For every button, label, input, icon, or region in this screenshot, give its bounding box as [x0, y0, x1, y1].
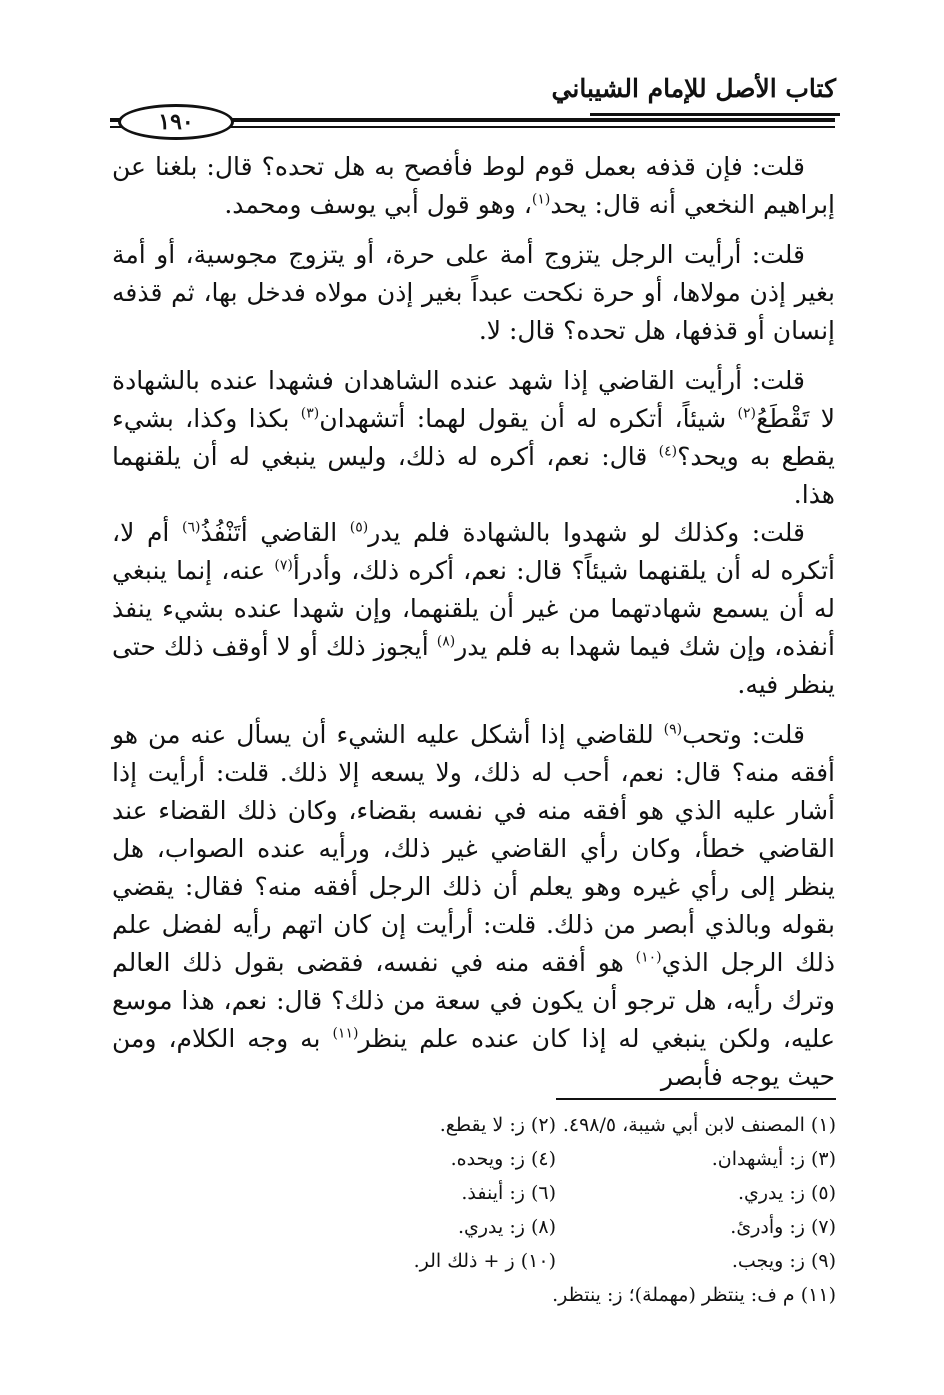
- header-underline: [590, 113, 840, 116]
- text-run: به وجه الكلام، ومن حيث يوجه فأبصر: [112, 1024, 835, 1091]
- text-run: ، وهو قول أبي يوسف ومحمد.: [224, 190, 532, 219]
- footnote-ref-4[interactable]: (٤): [658, 443, 678, 460]
- text-run: قلت: أرأيت القاضي إذا شهد عنده الشاهدان فشهدا عنده بالشهادة لا تَقْطَعُ: [112, 366, 836, 433]
- paragraph-4: [112, 514, 835, 704]
- footnote-5: (٥) ز: يدري.: [737, 1182, 836, 1204]
- page-number-badge: [118, 104, 234, 140]
- footnotes: [276, 1108, 836, 1312]
- footnote-ref-11[interactable]: (١١): [332, 1025, 359, 1042]
- footnote-1: (١) المصنف لابن أبي شيبة، ٤٩٨/٥.: [562, 1114, 836, 1136]
- text-run: بكذا وكذا، بشيء يقطع به ويحد؟: [112, 404, 835, 471]
- footnote-ref-6[interactable]: (٦): [181, 519, 201, 536]
- footnote-row: [276, 1210, 836, 1244]
- text-run: عنه، إنما ينبغي له أن يسمع شهادتهما من غير أن يلقنهما، وإن شهدا عنده بشيء ينفذ أنفذه، وإن شك فيما شهدا به فلم يدر: [112, 556, 835, 661]
- footnote-6: (٦) ز: أينفذ.: [461, 1182, 556, 1204]
- footnote-ref-8[interactable]: (٨): [436, 633, 456, 650]
- paragraph-1: [112, 148, 835, 224]
- footnote-7: (٧) ز: وأدرئ.: [730, 1216, 836, 1238]
- footnote-3: (٣) ز: أيشهدان.: [711, 1148, 836, 1170]
- footnote-4: (٤) ز: ويحده.: [450, 1148, 556, 1170]
- text-run: قال: نعم، أكره له ذلك، وليس ينبغي له أن يلقنهما هذا.: [112, 442, 835, 509]
- text-run: أيجوز ذلك أو لا أوقف ذلك حتى ينظر فيه.: [112, 632, 835, 699]
- footnote-ref-9[interactable]: (٩): [663, 721, 683, 738]
- running-header-title: كتاب الأصل للإمام الشيباني: [551, 74, 836, 103]
- text-run: قلت: فإن قذفه بعمل قوم لوط فأفصح به هل تحده؟ قال: بلغنا عن إبراهيم النخعي أنه قال: يحد: [112, 152, 835, 219]
- footnote-11: (١١) م ف: ينتظر (مهملة)؛ ز: ينتظر.: [552, 1284, 836, 1306]
- footnote-ref-3[interactable]: (٣): [300, 405, 320, 422]
- footnote-row: [276, 1176, 836, 1210]
- footnote-ref-1[interactable]: (١): [531, 191, 551, 208]
- main-text: [112, 148, 835, 1108]
- text-run: أم لا، أتكره له أن يلقنهما شيئاً؟ قال: نعم، أكره ذلك، وأدرأ: [112, 518, 835, 585]
- footnote-ref-5[interactable]: (٥): [349, 519, 369, 536]
- paragraph-2: [112, 236, 835, 350]
- text-run: هو أفقه منه في نفسه، فقضى بقول ذلك العالم وترك رأيه، هل ترجو أن يكون في سعة من ذلك؟ قال: نعم، هذا موسع عليه، ولكن ينبغي له إذا كان عنده علم ينظر: [112, 948, 835, 1053]
- paragraph-3: [112, 362, 835, 514]
- text-run: قلت: وكذلك لو شهدوا بالشهادة فلم يدر: [368, 518, 805, 547]
- footnote-row: [276, 1244, 836, 1278]
- footnote-separator: [556, 1098, 836, 1100]
- footnote-ref-7[interactable]: (٧): [274, 557, 293, 574]
- text-run: قلت: أرأيت الرجل يتزوج أمة على حرة، أو يتزوج مجوسية، أو أمة بغير إذن مولاها، أو حرة نكحت عبداً بغير إذن مولاه فدخل بها، ثم قذفه إنسان أو قذفها، هل تحده؟ قال: لا.: [112, 240, 835, 345]
- footnote-10: (١٠) ز + ذلك الر.: [413, 1250, 556, 1272]
- page-number: ١٩٠: [158, 109, 194, 135]
- footnote-ref-2[interactable]: (٢): [737, 405, 757, 422]
- paragraph-5: [112, 716, 835, 1096]
- text-run: شيئاً، أتكره له أن يقول لهما: أتشهدان: [319, 404, 738, 433]
- footnote-8: (٨) ز: يدري.: [457, 1216, 556, 1238]
- text-run: القاضي أتَنْفُذُ: [200, 518, 350, 547]
- footnote-row: [276, 1108, 836, 1142]
- text-run: قلت: وتحب: [682, 720, 805, 749]
- text-run: للقاضي إذا أشكل عليه الشيء أن يسأل عنه من هو أفقه منه؟ قال: نعم، أحب له ذلك، ولا يسعه إلا ذلك. قلت: أرأيت إذا أشار عليه الذي هو أفقه منه في نفسه بقضاء، وكان ذلك القضاء عند القاضي خطأ، وكان رأي القاضي غير ذلك، ورأيه عنده الصواب، هل ينظر إلى رأي غيره وهو يعلم أن ذلك الرجل أفقه منه؟ فقال: يقضي بقوله وبالذي أبصر من ذلك. قلت: أرأيت إن كان اتهم رأيه لفضل علم ذلك الرجل الذي: [112, 720, 835, 977]
- footnote-row: [276, 1142, 836, 1176]
- footnote-2: (٢) ز: لا يقطع.: [439, 1114, 556, 1136]
- footnote-9: (٩) ز: ويجب.: [731, 1250, 836, 1272]
- footnote-ref-10[interactable]: (١٠): [635, 949, 662, 966]
